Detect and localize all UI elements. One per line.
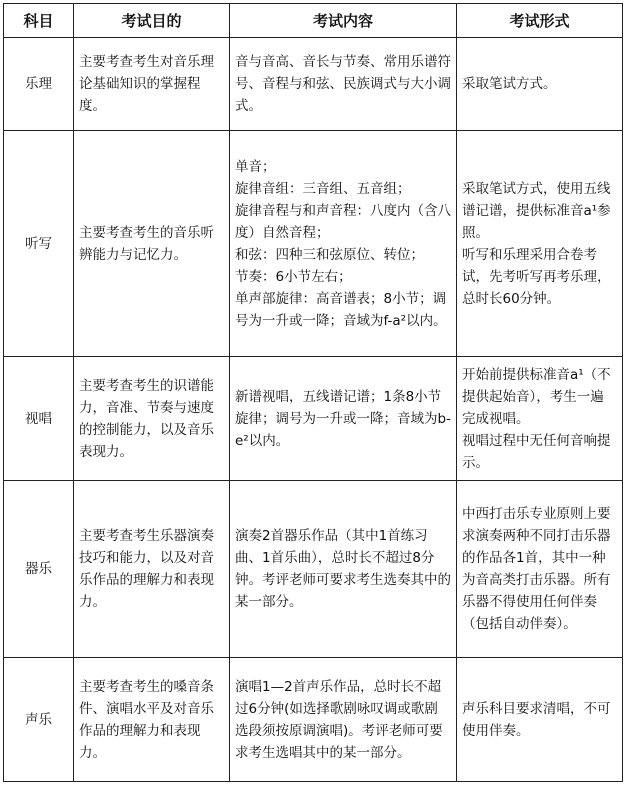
content-line: 旋律音程与和声音程：八度内（含八度）自然音程； (235, 202, 451, 241)
table-row (4, 658, 623, 782)
content-cell (230, 357, 457, 481)
table-row (4, 357, 623, 481)
header-content: 考试内容 (230, 4, 457, 38)
subject-cell: 器乐 (4, 481, 74, 658)
content-line: 单音； (235, 158, 276, 175)
format-line: 声乐科目要求清唱，不可使用伴奏。 (462, 700, 611, 739)
format-cell (457, 131, 623, 357)
purpose-cell: 主要考查考生的音乐听辨能力与记忆力。 (74, 131, 230, 357)
content-cell (230, 38, 457, 131)
content-cell (230, 481, 457, 658)
content-line: 旋律音组：三音组、五音组； (235, 180, 411, 197)
format-cell (457, 38, 623, 131)
table-row (4, 481, 623, 658)
purpose-cell: 主要考查考生对音乐理论基础知识的掌握程度。 (74, 38, 230, 131)
content-cell (230, 131, 457, 357)
content-line: 节奏：6小节左右； (235, 268, 352, 285)
format-line: 视唱过程中无任何音响提示。 (462, 432, 611, 471)
table-row (4, 131, 623, 357)
purpose-cell: 主要考查考生的识谱能力，音准、节奏与速度的控制能力，以及音乐表现力。 (74, 357, 230, 481)
header-purpose: 考试目的 (74, 4, 230, 38)
header-row (4, 4, 623, 38)
subject-cell: 乐理 (4, 38, 74, 131)
format-line: 开始前提供标准音a¹（不提供起始音），考生一遍完成视唱。 (462, 366, 611, 427)
purpose-cell: 主要考查考生的嗓音条件、演唱水平及对音乐作品的理解力和表现力。 (74, 658, 230, 782)
purpose-cell: 主要考查考生乐器演奏技巧和能力，以及对音乐作品的理解力和表现力。 (74, 481, 230, 658)
exam-requirements-table (3, 3, 623, 782)
content-line: 单声部旋律：高音谱表；8小节；调号为一升或一降；音域为f-a²以内。 (235, 290, 447, 329)
header-format: 考试形式 (457, 4, 623, 38)
format-cell (457, 481, 623, 658)
format-line: 采取笔试方式。 (462, 76, 557, 92)
content-line: 音与音高、音长与节奏、常用乐谱符号、音程与和弦、民族调式与大小调式。 (235, 54, 451, 114)
content-line: 新谱视唱，五线谱记谱；1条8小节旋律；调号为一升或一降；音域为b-e²以内。 (235, 388, 451, 449)
subject-cell: 声乐 (4, 658, 74, 782)
subject-cell: 听写 (4, 131, 74, 357)
header-subject: 科目 (4, 4, 74, 38)
content-line: 演奏2首器乐作品（其中1首练习曲、1首乐曲），总时长不超过8分钟。考评老师可要求考生选奏其中的某一部分。 (235, 528, 451, 610)
format-cell (457, 357, 623, 481)
format-line: 听写和乐理采用合卷考试，先考听写再考乐理，总时长60分钟。 (462, 246, 611, 307)
subject-cell: 视唱 (4, 357, 74, 481)
content-line: 演唱1—2首声乐作品，总时长不超过6分钟(如选择歌剧咏叹调或歌剧选段须按原调演唱)。考评老师可要求考生选唱其中的某一部分。 (235, 678, 443, 761)
table-row (4, 38, 623, 131)
format-line: 采取笔试方式，使用五线谱记谱，提供标准音a¹参照。 (462, 180, 611, 241)
format-cell (457, 658, 623, 782)
content-line: 和弦：四种三和弦原位、转位； (235, 246, 424, 263)
format-line: 中西打击乐专业原则上要求演奏两种不同打击乐器的作品各1首，其中一种为音高类打击乐器。所有乐器不得使用任何伴奏（包括自动伴奏）。 (462, 506, 611, 632)
content-cell (230, 658, 457, 782)
